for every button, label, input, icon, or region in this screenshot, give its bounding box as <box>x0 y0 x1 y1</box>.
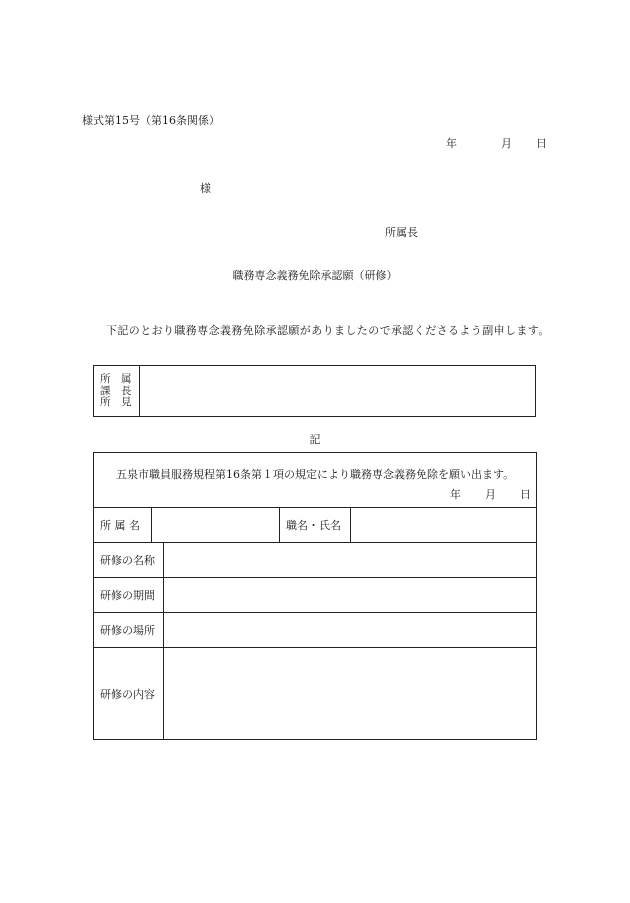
request-date-year: 年 <box>450 488 461 501</box>
opinion-label <box>94 366 140 416</box>
date-top <box>446 135 547 151</box>
form-number: 様式第15号（第16条関係） <box>82 114 220 127</box>
department-value[interactable] <box>152 508 280 543</box>
training-content-value[interactable] <box>164 648 537 740</box>
department-head: 所属長 <box>385 226 418 239</box>
training-name-value[interactable] <box>164 543 537 578</box>
training-place-value[interactable] <box>164 613 537 648</box>
date-month: 月 <box>501 137 512 150</box>
training-name-label: 研修の名称 <box>94 543 164 578</box>
position-name-label: 職名・氏名 <box>280 508 351 543</box>
document-title: 職務専念義務免除承認願（研修） <box>232 269 398 282</box>
date-day: 日 <box>536 137 547 150</box>
ki-heading: 記 <box>309 433 321 446</box>
opinion-label-line: 所 見 <box>100 396 132 408</box>
intro-text: 下記のとおり職務専念義務免除承認願がありましたので承認くださるよう副申します。 <box>106 324 550 337</box>
date-year: 年 <box>446 137 457 150</box>
request-table <box>93 452 537 740</box>
department-label: 所 属 名 <box>94 508 152 543</box>
opinion-label-line: 所 属 <box>100 373 132 385</box>
position-name-value[interactable] <box>351 508 537 543</box>
opinion-label-line: 課 長 <box>100 384 132 397</box>
training-period-value[interactable] <box>164 578 537 613</box>
request-statement-cell <box>94 453 537 508</box>
training-place-label: 研修の場所 <box>94 613 164 648</box>
request-date-month: 月 <box>485 488 496 501</box>
request-date <box>450 486 531 502</box>
opinion-box <box>93 365 536 417</box>
training-period-label: 研修の期間 <box>94 578 164 613</box>
training-content-label: 研修の内容 <box>94 648 164 740</box>
request-date-day: 日 <box>520 488 531 501</box>
request-statement: 五泉市職員服務規程第16条第１項の規定により職務専念義務免除を願い出ます。 <box>116 468 515 481</box>
addressee-suffix: 様 <box>200 182 211 195</box>
